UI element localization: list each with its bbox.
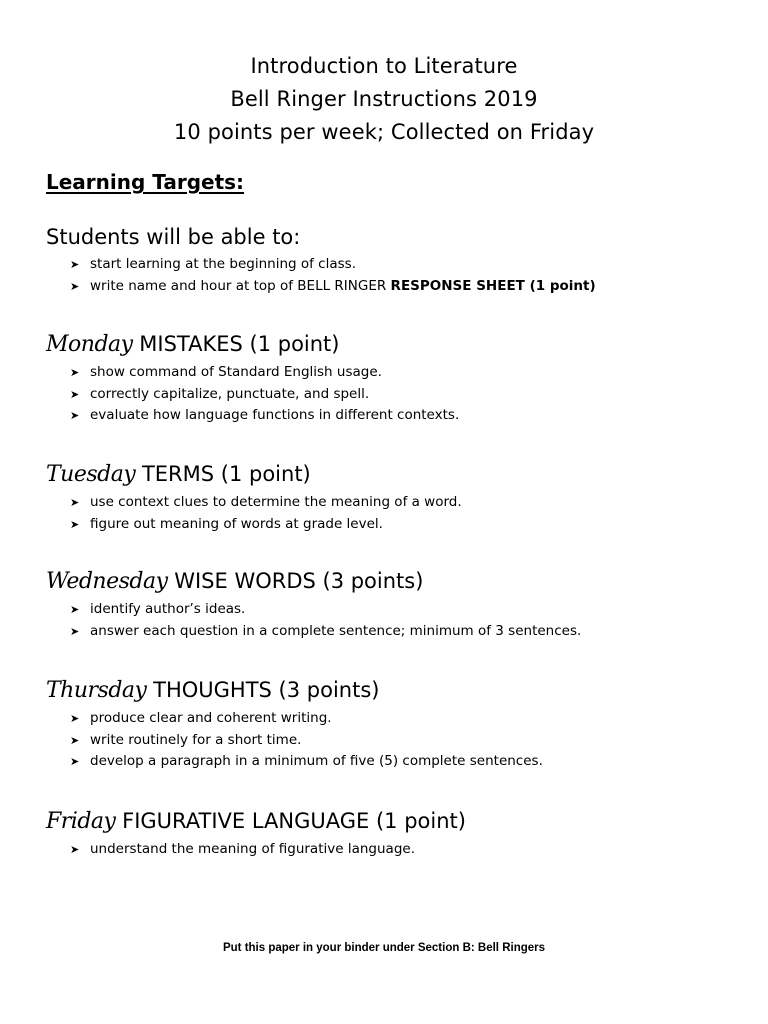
list-item: ➤ evaluate how language functions in different contexts. xyxy=(70,405,746,427)
arrowhead-bullet-icon: ➤ xyxy=(70,366,80,379)
arrowhead-bullet-icon: ➤ xyxy=(70,279,80,293)
monday-bullets xyxy=(46,362,746,427)
document-title: Bell Ringer Instructions 2019 xyxy=(230,87,538,111)
list-item: ➤ produce clear and coherent writing. xyxy=(70,708,746,730)
section-tuesday xyxy=(46,459,746,535)
friday-title: Friday FIGURATIVE LANGUAGE (1 point) xyxy=(46,809,466,834)
arrowhead-bullet-icon: ➤ xyxy=(70,496,80,509)
students-title: Students will be able to: xyxy=(46,225,301,249)
section-friday xyxy=(46,806,746,861)
list-item: ➤ start learning at the beginning of class. xyxy=(70,254,746,276)
course-title: Introduction to Literature xyxy=(250,54,518,78)
section-monday xyxy=(46,329,746,427)
list-item: ➤ show command of Standard English usage. xyxy=(70,362,746,384)
monday-title: Monday MISTAKES (1 point) xyxy=(46,332,340,357)
section-thursday xyxy=(46,675,746,773)
arrowhead-bullet-icon: ➤ xyxy=(70,755,80,768)
arrowhead-bullet-icon: ➤ xyxy=(70,603,80,616)
list-item: ➤ develop a paragraph in a minimum of five (5) complete sentences. xyxy=(70,751,746,773)
section-wednesday xyxy=(46,566,746,642)
arrowhead-bullet-icon: ➤ xyxy=(70,733,80,747)
grading-note: 10 points per week; Collected on Friday xyxy=(173,120,595,144)
wednesday-title: Wednesday WISE WORDS (3 points) xyxy=(46,569,424,594)
response-sheet-emphasis: RESPONSE SHEET (1 point) xyxy=(390,277,596,294)
day-name: Monday xyxy=(46,332,133,357)
arrowhead-bullet-icon: ➤ xyxy=(70,517,80,531)
wednesday-bullets xyxy=(46,599,746,642)
day-name: Friday xyxy=(46,809,116,834)
learning-targets-heading: Learning Targets: xyxy=(46,170,245,194)
day-name: Tuesday xyxy=(46,462,136,487)
list-item: ➤ answer each question in a complete sentence; minimum of 3 sentences. xyxy=(70,621,746,643)
section-students xyxy=(46,222,746,297)
day-name: Thursday xyxy=(46,678,147,703)
list-item: ➤ write routinely for a short time. xyxy=(70,730,746,752)
list-item: ➤ identify author’s ideas. xyxy=(70,599,746,621)
thursday-bullets xyxy=(46,708,746,773)
list-item: ➤ understand the meaning of figurative language. xyxy=(70,839,746,861)
students-bullets xyxy=(46,254,746,297)
thursday-title: Thursday THOUGHTS (3 points) xyxy=(46,678,380,703)
arrowhead-bullet-icon: ➤ xyxy=(70,387,80,401)
arrowhead-bullet-icon: ➤ xyxy=(70,624,80,638)
document-header xyxy=(0,50,768,149)
arrowhead-bullet-icon: ➤ xyxy=(70,409,80,422)
friday-bullets xyxy=(46,839,746,861)
tuesday-title: Tuesday TERMS (1 point) xyxy=(46,462,311,487)
list-item: ➤ figure out meaning of words at grade level. xyxy=(70,514,746,536)
footer-note: Put this paper in your binder under Section B: Bell Ringers xyxy=(222,942,546,954)
list-item: ➤ write name and hour at top of BELL RINGER RESPONSE SHEET (1 point) xyxy=(70,276,746,298)
arrowhead-bullet-icon: ➤ xyxy=(70,258,80,271)
list-item: ➤ correctly capitalize, punctuate, and spell. xyxy=(70,384,746,406)
list-item: ➤ use context clues to determine the meaning of a word. xyxy=(70,492,746,514)
tuesday-bullets xyxy=(46,492,746,535)
arrowhead-bullet-icon: ➤ xyxy=(70,843,80,856)
arrowhead-bullet-icon: ➤ xyxy=(70,712,80,725)
day-name: Wednesday xyxy=(46,569,168,594)
